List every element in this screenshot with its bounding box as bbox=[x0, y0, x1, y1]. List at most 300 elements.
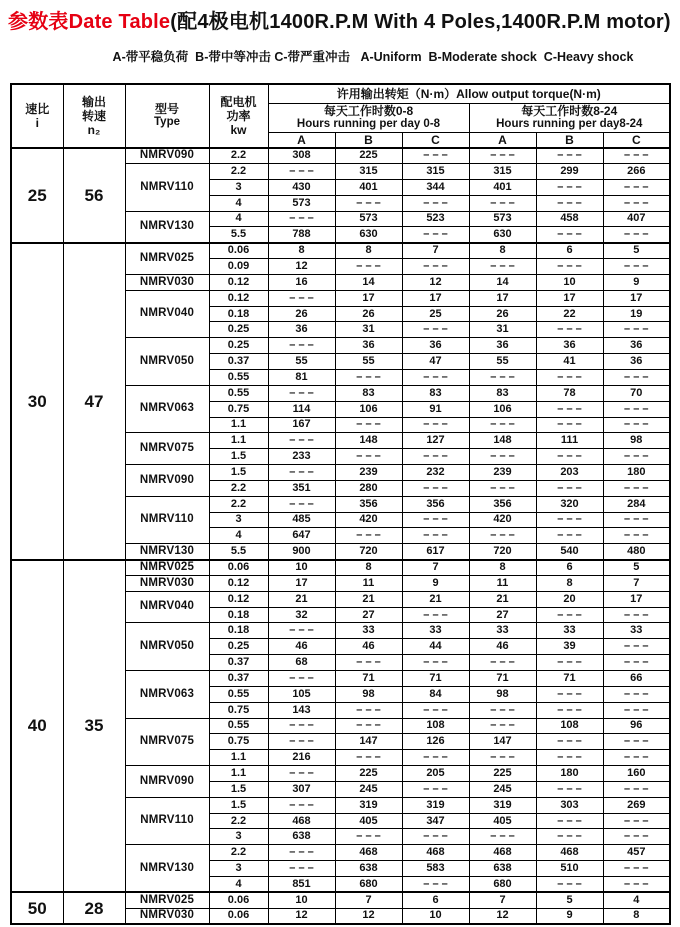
torque-cell: – – – bbox=[335, 417, 402, 433]
torque-cell: – – – bbox=[268, 290, 335, 306]
torque-cell: – – – bbox=[603, 322, 670, 338]
torque-cell: 17 bbox=[469, 290, 536, 306]
torque-cell: – – – bbox=[469, 655, 536, 671]
header-ratio-cn: 速比 bbox=[25, 101, 50, 116]
type-cell: NMRV025 bbox=[125, 892, 209, 908]
torque-cell: – – – bbox=[402, 702, 469, 718]
page-title-cn: 参数表Date Table bbox=[8, 11, 171, 33]
torque-cell: 16 bbox=[268, 274, 335, 290]
header-col-a2: A bbox=[469, 132, 536, 148]
torque-cell: 83 bbox=[335, 385, 402, 401]
torque-cell: 680 bbox=[469, 876, 536, 892]
table-row bbox=[11, 560, 670, 576]
type-cell: NMRV040 bbox=[125, 290, 209, 338]
torque-cell: 573 bbox=[469, 211, 536, 227]
torque-cell: 430 bbox=[268, 179, 335, 195]
header-day-8-24-cn: 每天工作时数8-24 bbox=[521, 103, 618, 118]
torque-cell: 468 bbox=[536, 845, 603, 861]
torque-cell: 71 bbox=[536, 671, 603, 687]
torque-cell: – – – bbox=[536, 876, 603, 892]
torque-cell: 900 bbox=[268, 544, 335, 560]
torque-cell: 83 bbox=[402, 385, 469, 401]
torque-cell: 573 bbox=[335, 211, 402, 227]
kw-cell: 1.1 bbox=[209, 766, 268, 782]
torque-cell: – – – bbox=[603, 829, 670, 845]
header-power-unit: kw bbox=[230, 122, 247, 137]
torque-cell: 8 bbox=[469, 243, 536, 259]
torque-cell: 36 bbox=[268, 322, 335, 338]
torque-cell: 407 bbox=[603, 211, 670, 227]
torque-cell: 180 bbox=[536, 766, 603, 782]
torque-cell: 233 bbox=[268, 449, 335, 465]
kw-cell: 5.5 bbox=[209, 227, 268, 243]
speed-cell: 47 bbox=[63, 243, 125, 560]
table-row bbox=[11, 892, 670, 908]
torque-cell: 5 bbox=[603, 560, 670, 576]
torque-cell: 299 bbox=[536, 164, 603, 180]
torque-cell: 71 bbox=[469, 671, 536, 687]
torque-cell: 284 bbox=[603, 496, 670, 512]
torque-cell: – – – bbox=[335, 259, 402, 275]
header-col-c2: C bbox=[603, 132, 670, 148]
torque-cell: 307 bbox=[268, 781, 335, 797]
torque-cell: – – – bbox=[402, 876, 469, 892]
torque-cell: – – – bbox=[335, 702, 402, 718]
torque-cell: – – – bbox=[603, 813, 670, 829]
header-col-c1: C bbox=[402, 132, 469, 148]
torque-cell: – – – bbox=[603, 148, 670, 164]
torque-cell: – – – bbox=[469, 718, 536, 734]
torque-cell: – – – bbox=[335, 369, 402, 385]
torque-cell: 143 bbox=[268, 702, 335, 718]
torque-cell: 5 bbox=[536, 892, 603, 908]
torque-cell: – – – bbox=[536, 227, 603, 243]
torque-cell: – – – bbox=[402, 829, 469, 845]
torque-cell: – – – bbox=[536, 449, 603, 465]
torque-cell: 8 bbox=[603, 908, 670, 924]
torque-cell: – – – bbox=[335, 655, 402, 671]
kw-cell: 3 bbox=[209, 861, 268, 877]
torque-cell: 356 bbox=[335, 496, 402, 512]
torque-cell: 33 bbox=[603, 623, 670, 639]
torque-cell: 7 bbox=[402, 243, 469, 259]
torque-cell: 36 bbox=[335, 338, 402, 354]
torque-cell: – – – bbox=[469, 417, 536, 433]
kw-cell: 0.37 bbox=[209, 354, 268, 370]
ratio-cell: 25 bbox=[11, 148, 63, 243]
torque-cell: 78 bbox=[536, 385, 603, 401]
torque-cell: – – – bbox=[603, 750, 670, 766]
torque-cell: 26 bbox=[268, 306, 335, 322]
torque-cell: 401 bbox=[469, 179, 536, 195]
torque-cell: – – – bbox=[469, 449, 536, 465]
torque-cell: 33 bbox=[536, 623, 603, 639]
torque-cell: 225 bbox=[469, 766, 536, 782]
torque-cell: 356 bbox=[402, 496, 469, 512]
type-cell: NMRV063 bbox=[125, 385, 209, 433]
type-cell: NMRV110 bbox=[125, 797, 209, 845]
torque-cell: 239 bbox=[469, 465, 536, 481]
torque-cell: 10 bbox=[536, 274, 603, 290]
torque-cell: 81 bbox=[268, 369, 335, 385]
torque-cell: – – – bbox=[603, 781, 670, 797]
torque-cell: 106 bbox=[469, 401, 536, 417]
torque-cell: – – – bbox=[469, 480, 536, 496]
torque-cell: – – – bbox=[268, 211, 335, 227]
kw-cell: 0.18 bbox=[209, 607, 268, 623]
torque-cell: 83 bbox=[469, 385, 536, 401]
torque-cell: – – – bbox=[536, 734, 603, 750]
torque-cell: 269 bbox=[603, 797, 670, 813]
torque-cell: 468 bbox=[469, 845, 536, 861]
kw-cell: 4 bbox=[209, 528, 268, 544]
torque-cell: – – – bbox=[335, 528, 402, 544]
type-cell: NMRV040 bbox=[125, 591, 209, 623]
kw-cell: 2.2 bbox=[209, 148, 268, 164]
torque-cell: 205 bbox=[402, 766, 469, 782]
torque-cell: 420 bbox=[335, 512, 402, 528]
torque-cell: 510 bbox=[536, 861, 603, 877]
torque-cell: – – – bbox=[402, 480, 469, 496]
torque-cell: – – – bbox=[536, 148, 603, 164]
torque-cell: 225 bbox=[335, 766, 402, 782]
torque-cell: 96 bbox=[603, 718, 670, 734]
torque-cell: – – – bbox=[536, 259, 603, 275]
torque-cell: 31 bbox=[335, 322, 402, 338]
kw-cell: 0.55 bbox=[209, 686, 268, 702]
kw-cell: 0.55 bbox=[209, 385, 268, 401]
torque-cell: 851 bbox=[268, 876, 335, 892]
kw-cell: 1.1 bbox=[209, 417, 268, 433]
kw-cell: 0.12 bbox=[209, 274, 268, 290]
torque-cell: 315 bbox=[469, 164, 536, 180]
torque-cell: 21 bbox=[335, 591, 402, 607]
kw-cell: 3 bbox=[209, 512, 268, 528]
torque-cell: – – – bbox=[335, 718, 402, 734]
torque-cell: 68 bbox=[268, 655, 335, 671]
type-cell: NMRV130 bbox=[125, 211, 209, 243]
kw-cell: 0.75 bbox=[209, 702, 268, 718]
torque-cell: – – – bbox=[603, 512, 670, 528]
torque-cell: – – – bbox=[536, 528, 603, 544]
kw-cell: 3 bbox=[209, 829, 268, 845]
torque-cell: 26 bbox=[335, 306, 402, 322]
torque-cell: 468 bbox=[335, 845, 402, 861]
torque-cell: – – – bbox=[268, 718, 335, 734]
torque-cell: 266 bbox=[603, 164, 670, 180]
torque-cell: 638 bbox=[268, 829, 335, 845]
torque-cell: – – – bbox=[268, 766, 335, 782]
torque-cell: 4 bbox=[603, 892, 670, 908]
load-legend: A-带平稳负荷 B-带中等冲击 C-带严重冲击 A-Uniform B-Moderate shock C-Heavy shock bbox=[112, 50, 634, 64]
torque-cell: 245 bbox=[335, 781, 402, 797]
torque-cell: 55 bbox=[335, 354, 402, 370]
torque-cell: 420 bbox=[469, 512, 536, 528]
type-cell: NMRV025 bbox=[125, 560, 209, 576]
torque-cell: – – – bbox=[402, 449, 469, 465]
torque-cell: 26 bbox=[469, 306, 536, 322]
torque-cell: – – – bbox=[268, 671, 335, 687]
torque-cell: 6 bbox=[536, 560, 603, 576]
torque-cell: 10 bbox=[268, 892, 335, 908]
torque-cell: 12 bbox=[268, 908, 335, 924]
type-cell: NMRV025 bbox=[125, 243, 209, 275]
torque-cell: – – – bbox=[268, 845, 335, 861]
torque-cell: – – – bbox=[469, 148, 536, 164]
kw-cell: 1.5 bbox=[209, 449, 268, 465]
torque-cell: – – – bbox=[469, 195, 536, 211]
torque-cell: – – – bbox=[268, 623, 335, 639]
torque-cell: – – – bbox=[335, 449, 402, 465]
torque-cell: 320 bbox=[536, 496, 603, 512]
torque-cell: 523 bbox=[402, 211, 469, 227]
torque-cell: 315 bbox=[335, 164, 402, 180]
torque-cell: – – – bbox=[603, 449, 670, 465]
torque-cell: – – – bbox=[603, 528, 670, 544]
speed-cell: 56 bbox=[63, 148, 125, 243]
torque-cell: 8 bbox=[268, 243, 335, 259]
torque-cell: 32 bbox=[268, 607, 335, 623]
kw-cell: 4 bbox=[209, 876, 268, 892]
torque-cell: 9 bbox=[536, 908, 603, 924]
header-day-0-8 bbox=[268, 103, 469, 132]
torque-cell: – – – bbox=[536, 401, 603, 417]
kw-cell: 0.06 bbox=[209, 243, 268, 259]
torque-cell: 17 bbox=[268, 575, 335, 591]
torque-cell: – – – bbox=[603, 179, 670, 195]
torque-cell: – – – bbox=[536, 322, 603, 338]
torque-cell: – – – bbox=[268, 797, 335, 813]
torque-cell: 480 bbox=[603, 544, 670, 560]
torque-cell: – – – bbox=[402, 148, 469, 164]
header-speed-cn-2: 转速 bbox=[81, 108, 106, 123]
torque-cell: 180 bbox=[603, 465, 670, 481]
table-row bbox=[11, 148, 670, 164]
header-day-8-24 bbox=[469, 103, 670, 132]
torque-cell: 12 bbox=[402, 274, 469, 290]
torque-cell: 46 bbox=[335, 639, 402, 655]
type-cell: NMRV030 bbox=[125, 575, 209, 591]
torque-cell: – – – bbox=[536, 179, 603, 195]
kw-cell: 0.55 bbox=[209, 369, 268, 385]
torque-cell: 44 bbox=[402, 639, 469, 655]
torque-cell: 280 bbox=[335, 480, 402, 496]
torque-cell: 11 bbox=[469, 575, 536, 591]
torque-cell: 245 bbox=[469, 781, 536, 797]
header-day-0-8-cn: 每天工作时数0-8 bbox=[323, 103, 414, 118]
torque-cell: 12 bbox=[268, 259, 335, 275]
torque-cell: – – – bbox=[469, 829, 536, 845]
torque-cell: 319 bbox=[469, 797, 536, 813]
torque-cell: 27 bbox=[469, 607, 536, 623]
type-cell: NMRV050 bbox=[125, 338, 209, 386]
torque-cell: 468 bbox=[268, 813, 335, 829]
header-day-8-24-en: Hours running per day8-24 bbox=[496, 117, 643, 130]
kw-cell: 0.25 bbox=[209, 338, 268, 354]
ratio-cell: 30 bbox=[11, 243, 63, 560]
torque-cell: – – – bbox=[536, 655, 603, 671]
torque-cell: 12 bbox=[335, 908, 402, 924]
header-speed-cn-1: 输出 bbox=[81, 94, 106, 109]
torque-cell: – – – bbox=[402, 528, 469, 544]
header-type-en: Type bbox=[154, 116, 180, 129]
kw-cell: 0.25 bbox=[209, 639, 268, 655]
torque-cell: – – – bbox=[536, 195, 603, 211]
torque-cell: 405 bbox=[335, 813, 402, 829]
torque-cell: – – – bbox=[603, 369, 670, 385]
torque-cell: 405 bbox=[469, 813, 536, 829]
torque-cell: – – – bbox=[335, 750, 402, 766]
header-day-0-8-en: Hours running per day 0-8 bbox=[296, 117, 441, 130]
torque-cell: 71 bbox=[335, 671, 402, 687]
torque-cell: – – – bbox=[536, 813, 603, 829]
torque-cell: 27 bbox=[335, 607, 402, 623]
torque-cell: – – – bbox=[603, 861, 670, 877]
kw-cell: 0.06 bbox=[209, 560, 268, 576]
kw-cell: 0.18 bbox=[209, 623, 268, 639]
parameters-table bbox=[10, 83, 671, 925]
torque-cell: 356 bbox=[469, 496, 536, 512]
header-col-a1: A bbox=[268, 132, 335, 148]
torque-cell: 11 bbox=[335, 575, 402, 591]
torque-cell: – – – bbox=[335, 195, 402, 211]
torque-cell: 203 bbox=[536, 465, 603, 481]
torque-cell: 315 bbox=[402, 164, 469, 180]
torque-cell: – – – bbox=[402, 259, 469, 275]
torque-cell: 17 bbox=[603, 290, 670, 306]
torque-cell: – – – bbox=[469, 528, 536, 544]
kw-cell: 0.09 bbox=[209, 259, 268, 275]
torque-cell: 680 bbox=[335, 876, 402, 892]
table-header bbox=[11, 84, 670, 148]
torque-cell: 98 bbox=[335, 686, 402, 702]
torque-cell: 55 bbox=[268, 354, 335, 370]
kw-cell: 0.18 bbox=[209, 306, 268, 322]
torque-cell: – – – bbox=[402, 195, 469, 211]
torque-cell: 457 bbox=[603, 845, 670, 861]
type-cell: NMRV063 bbox=[125, 671, 209, 719]
torque-cell: 630 bbox=[335, 227, 402, 243]
torque-cell: 6 bbox=[536, 243, 603, 259]
ratio-cell: 40 bbox=[11, 560, 63, 893]
kw-cell: 1.1 bbox=[209, 750, 268, 766]
table-row bbox=[11, 243, 670, 259]
torque-cell: 485 bbox=[268, 512, 335, 528]
torque-cell: 617 bbox=[402, 544, 469, 560]
torque-cell: 319 bbox=[335, 797, 402, 813]
kw-cell: 0.55 bbox=[209, 718, 268, 734]
torque-cell: 114 bbox=[268, 401, 335, 417]
torque-cell: 108 bbox=[402, 718, 469, 734]
torque-cell: – – – bbox=[603, 417, 670, 433]
torque-cell: – – – bbox=[603, 401, 670, 417]
header-type bbox=[125, 84, 209, 148]
page-title-en: (配4极电机1400R.P.M With 4 Poles,1400R.P.M motor) bbox=[170, 11, 671, 33]
torque-cell: – – – bbox=[335, 829, 402, 845]
torque-cell: 630 bbox=[469, 227, 536, 243]
torque-cell: – – – bbox=[536, 369, 603, 385]
torque-cell: 160 bbox=[603, 766, 670, 782]
torque-cell: 9 bbox=[402, 575, 469, 591]
torque-cell: 36 bbox=[603, 338, 670, 354]
kw-cell: 0.12 bbox=[209, 575, 268, 591]
torque-cell: 720 bbox=[469, 544, 536, 560]
torque-cell: – – – bbox=[402, 417, 469, 433]
torque-cell: – – – bbox=[268, 496, 335, 512]
torque-cell: 10 bbox=[268, 560, 335, 576]
torque-cell: 216 bbox=[268, 750, 335, 766]
torque-cell: 111 bbox=[536, 433, 603, 449]
type-cell: NMRV130 bbox=[125, 544, 209, 560]
torque-cell: – – – bbox=[402, 227, 469, 243]
torque-cell: 788 bbox=[268, 227, 335, 243]
torque-cell: – – – bbox=[603, 195, 670, 211]
kw-cell: 0.37 bbox=[209, 671, 268, 687]
kw-cell: 0.12 bbox=[209, 591, 268, 607]
torque-cell: – – – bbox=[268, 164, 335, 180]
kw-cell: 5.5 bbox=[209, 544, 268, 560]
kw-cell: 0.06 bbox=[209, 892, 268, 908]
torque-cell: 468 bbox=[402, 845, 469, 861]
header-col-b1: B bbox=[335, 132, 402, 148]
type-cell: NMRV130 bbox=[125, 845, 209, 893]
torque-cell: 91 bbox=[402, 401, 469, 417]
torque-cell: 17 bbox=[536, 290, 603, 306]
torque-cell: 458 bbox=[536, 211, 603, 227]
torque-cell: – – – bbox=[603, 734, 670, 750]
kw-cell: 0.06 bbox=[209, 908, 268, 924]
torque-cell: 12 bbox=[469, 908, 536, 924]
header-speed-symbol: n₂ bbox=[87, 122, 101, 137]
torque-cell: 720 bbox=[335, 544, 402, 560]
kw-cell: 2.2 bbox=[209, 480, 268, 496]
torque-cell: 21 bbox=[469, 591, 536, 607]
torque-cell: 71 bbox=[402, 671, 469, 687]
torque-cell: 47 bbox=[402, 354, 469, 370]
torque-cell: 319 bbox=[402, 797, 469, 813]
header-allow-torque: 许用输出转矩（N·m）Allow output torque(N·m) bbox=[268, 84, 670, 103]
kw-cell: 0.25 bbox=[209, 322, 268, 338]
torque-cell: 17 bbox=[402, 290, 469, 306]
type-cell: NMRV030 bbox=[125, 274, 209, 290]
torque-cell: 638 bbox=[469, 861, 536, 877]
header-power-cn-1: 配电机 bbox=[220, 94, 257, 109]
torque-cell: – – – bbox=[536, 702, 603, 718]
header-col-b2: B bbox=[536, 132, 603, 148]
torque-cell: 148 bbox=[335, 433, 402, 449]
torque-cell: 66 bbox=[603, 671, 670, 687]
torque-cell: 6 bbox=[402, 892, 469, 908]
torque-cell: 540 bbox=[536, 544, 603, 560]
torque-cell: – – – bbox=[469, 259, 536, 275]
header-ratio bbox=[11, 84, 63, 148]
type-cell: NMRV090 bbox=[125, 465, 209, 497]
torque-cell: 36 bbox=[603, 354, 670, 370]
torque-cell: 20 bbox=[536, 591, 603, 607]
torque-cell: – – – bbox=[603, 607, 670, 623]
torque-cell: 108 bbox=[536, 718, 603, 734]
kw-cell: 0.75 bbox=[209, 734, 268, 750]
torque-cell: 36 bbox=[402, 338, 469, 354]
torque-cell: – – – bbox=[402, 369, 469, 385]
torque-cell: 8 bbox=[536, 575, 603, 591]
type-cell: NMRV090 bbox=[125, 766, 209, 798]
torque-cell: – – – bbox=[402, 781, 469, 797]
torque-cell: – – – bbox=[402, 322, 469, 338]
torque-cell: 21 bbox=[268, 591, 335, 607]
torque-cell: – – – bbox=[469, 750, 536, 766]
torque-cell: – – – bbox=[536, 607, 603, 623]
